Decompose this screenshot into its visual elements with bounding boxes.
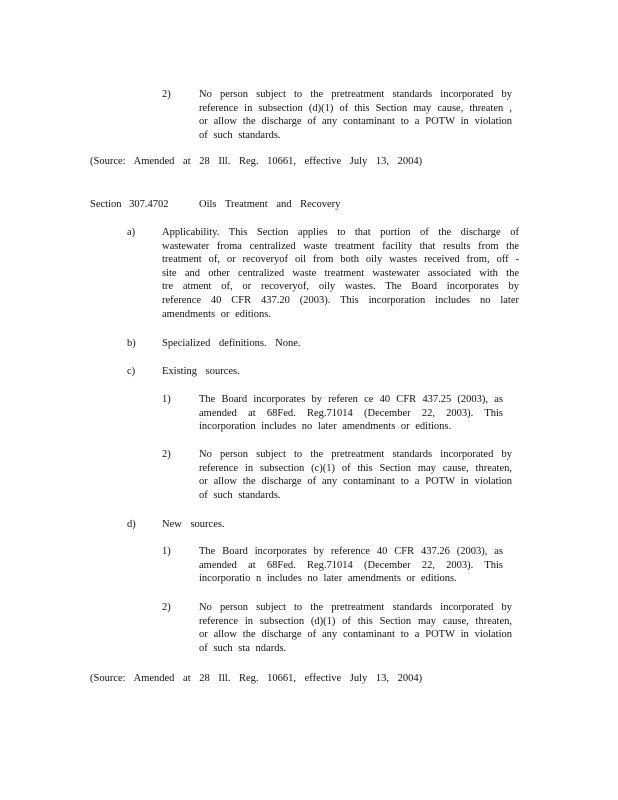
item-marker: 2) [162,89,171,100]
item-marker: 1) [162,546,171,557]
item-marker: 2) [162,449,171,460]
text-line: of such standards. [199,129,281,141]
item-marker: a) [127,227,136,238]
text-line: reference in subsection (c)(1) of this Section may cause, threaten, [199,462,512,474]
text-line: incorporatio n includes no later amendments or editions. [199,573,457,585]
section-title: Oils Treatment and Recovery [199,199,341,210]
text-line: amendments or editions. [162,308,271,320]
text-line: or allow the discharge of any contaminant to a POTW in violation [199,629,512,641]
text-line: reference 40 CFR 437.20 (2003). This incorporation includes no later [162,294,519,306]
text-line: tre atment of, or recoveryof, oily wastes. The Board incorporates by [162,281,519,293]
text-line: or allow the discharge of any contaminant to a POTW in violation [199,116,512,128]
item-marker: c) [127,366,136,377]
text-line: Applicability. This Section applies to that portion of the discharge of [162,227,519,238]
text-line: No person subject to the pretreatment standards incorporated by [199,602,512,613]
paragraph-definitions: Specialized definitions. None. [162,338,301,349]
item-marker: 2) [162,602,171,613]
paragraph-new-sources: New sources. [162,519,225,530]
text-line: The Board incorporates by reference 40 CFR 437.26 (2003), as [199,546,503,557]
text-line: or allow the discharge of any contaminant to a POTW in violation [199,476,512,488]
text-line: of such sta ndards. [199,642,287,654]
text-line: of such standards. [199,489,281,501]
paragraph-c2 [199,448,512,502]
paragraph-applicability [162,226,519,321]
paragraph-d1 [199,545,503,586]
paragraph-existing-sources: Existing sources. [162,366,240,377]
text-line: No person subject to the pretreatment standards incorporated by [199,89,512,100]
text-line: reference in subsection (d)(1) of this Section may cause, threaten , [199,102,512,114]
source-note: (Source: Amended at 28 Ill. Reg. 10661, effective July 13, 2004) [90,673,423,684]
item-marker: 1) [162,394,171,405]
item-marker: b) [127,338,136,349]
paragraph-d2-prior [199,88,512,142]
text-line: site and other centralized waste treatment wastewater associated with the [162,267,519,279]
text-line: The Board incorporates by referen ce 40 CFR 437.25 (2003), as [199,394,503,405]
text-line: reference in subsection (d)(1) of this Section may cause, threaten, [199,615,512,627]
section-number: Section 307.4702 [90,199,169,210]
text-line: No person subject to the pretreatment standards incorporated by [199,449,512,460]
paragraph-d2 [199,601,512,655]
text-line: wastewater froma centralized waste treatment facility that results from the [162,240,519,252]
paragraph-c1 [199,393,503,434]
text-line: amended at 68Fed. Reg.71014 (December 22, 2003). This [199,407,503,419]
text-line: treatment of, or recoveryof oil from both oily wastes received from, off - [162,254,519,266]
text-line: incorporation includes no later amendments or editions. [199,421,452,433]
item-marker: d) [127,519,136,530]
source-note: (Source: Amended at 28 Ill. Reg. 10661, effective July 13, 2004) [90,156,423,167]
text-line: amended at 68Fed. Reg.71014 (December 22, 2003). This [199,559,503,571]
